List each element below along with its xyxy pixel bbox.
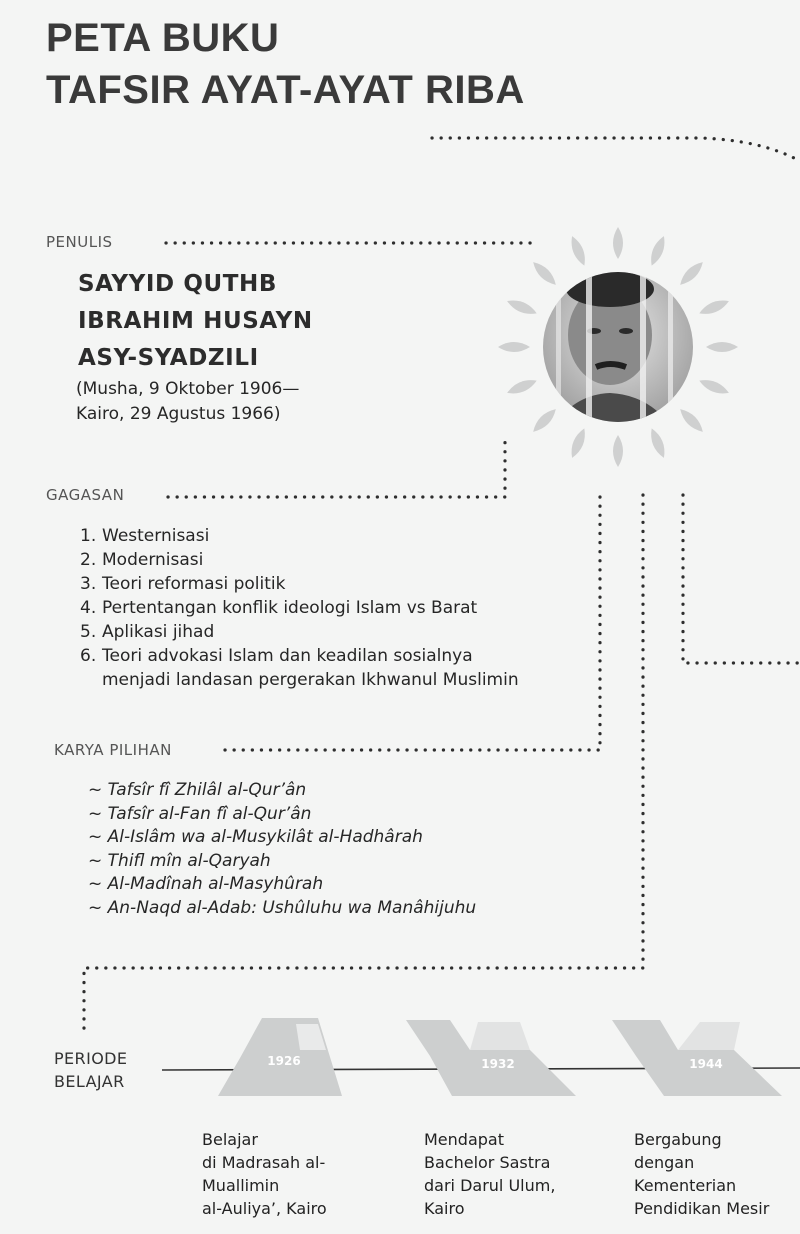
section-label-author: PENULIS bbox=[46, 233, 113, 251]
list-item bbox=[80, 644, 519, 668]
petal bbox=[530, 259, 560, 289]
list-item bbox=[80, 620, 519, 644]
period-label-line: BELAJAR bbox=[54, 1072, 125, 1091]
item-text: Westernisasi bbox=[102, 526, 210, 546]
description-line: al-Auliya’, Kairo bbox=[202, 1199, 327, 1218]
list-item: ~ Thifl mîn al-Qaryah bbox=[88, 850, 476, 874]
list-item: ~ Tafsîr al-Fan fî al-Qur’ân bbox=[88, 803, 476, 827]
title-dots bbox=[432, 138, 798, 160]
description-line: Belajar bbox=[202, 1130, 258, 1149]
petal bbox=[567, 234, 588, 267]
item-number: 5. bbox=[80, 622, 97, 642]
petal bbox=[647, 234, 668, 267]
item-text: Teori advokasi Islam dan keadilan sosialnya bbox=[102, 646, 473, 666]
description-line: Kairo bbox=[424, 1199, 465, 1218]
title-line-1: PETA BUKU bbox=[46, 16, 280, 60]
description-line: dari Darul Ulum, bbox=[424, 1176, 556, 1195]
petal bbox=[677, 406, 707, 436]
period-description-1932 bbox=[424, 1128, 555, 1220]
author-name-line: IBRAHIM HUSAYN bbox=[78, 308, 313, 334]
author-portrait bbox=[478, 205, 758, 490]
description-line: dengan bbox=[634, 1153, 695, 1172]
author-name-line: SAYYID QUTHB bbox=[78, 271, 278, 297]
list-item bbox=[80, 548, 519, 572]
year-label: 1926 bbox=[267, 1054, 301, 1068]
year-label: 1944 bbox=[689, 1057, 723, 1071]
petal bbox=[530, 406, 560, 436]
author-lifespan bbox=[76, 377, 299, 427]
item-number: 3. bbox=[80, 574, 97, 594]
item-number bbox=[80, 668, 102, 692]
item-text: Pertentangan konflik ideologi Islam vs Barat bbox=[102, 598, 478, 618]
list-item: ~ Al-Islâm wa al-Musykilât al-Hadhârah bbox=[88, 826, 476, 850]
petal bbox=[613, 435, 623, 467]
portrait-photo bbox=[538, 265, 698, 437]
period-description-1944 bbox=[634, 1128, 769, 1220]
item-number: 2. bbox=[80, 550, 97, 570]
petal bbox=[677, 259, 707, 289]
period-description-1926 bbox=[202, 1128, 327, 1220]
year-banner-1932 bbox=[406, 1020, 576, 1096]
list-item: ~ An-Naqd al-Adab: Ushûluhu wa Manâhijuhu bbox=[88, 897, 476, 921]
item-text: Teori reformasi politik bbox=[102, 574, 286, 594]
item-text: Modernisasi bbox=[102, 550, 204, 570]
petal bbox=[613, 227, 623, 259]
item-number: 4. bbox=[80, 598, 97, 618]
description-line: di Madrasah al- bbox=[202, 1153, 326, 1172]
year-banner-1944 bbox=[612, 1020, 782, 1096]
petal bbox=[505, 296, 538, 317]
item-text: Aplikasi jihad bbox=[102, 622, 215, 642]
petal bbox=[498, 342, 530, 352]
author-name bbox=[78, 266, 313, 377]
petal bbox=[706, 342, 738, 352]
section-label-works: KARYA PILIHAN bbox=[54, 741, 172, 759]
section-label-ideas: GAGASAN bbox=[46, 486, 125, 504]
description-line: Mendapat bbox=[424, 1130, 504, 1149]
timeline bbox=[0, 1010, 800, 1110]
author-birth: (Musha, 9 Oktober 1906— bbox=[76, 379, 300, 399]
petal bbox=[647, 426, 668, 459]
year-label: 1932 bbox=[481, 1057, 515, 1071]
item-number: 1. bbox=[80, 526, 97, 546]
item-text: menjadi landasan pergerakan Ikhwanul Muslimin bbox=[102, 670, 519, 690]
list-item: ~ Al-Madînah al-Masyhûrah bbox=[88, 873, 476, 897]
description-line: Muallimin bbox=[202, 1176, 280, 1195]
list-item: ~ Tafsîr fî Zhilâl al-Qur’ân bbox=[88, 779, 476, 803]
author-name-line: ASY-SYADZILI bbox=[78, 345, 259, 371]
petal bbox=[697, 296, 730, 317]
frame-far-right-dots bbox=[683, 495, 798, 663]
petal bbox=[505, 376, 538, 397]
list-item bbox=[80, 668, 519, 692]
petal bbox=[567, 426, 588, 459]
author-death: Kairo, 29 Agustus 1966) bbox=[76, 404, 281, 424]
year-banner-1926 bbox=[218, 1018, 342, 1096]
works-list bbox=[88, 779, 476, 920]
title-line-2: TAFSIR AYAT-AYAT RIBA bbox=[46, 68, 525, 112]
description-line: Bergabung bbox=[634, 1130, 722, 1149]
description-line: Kementerian bbox=[634, 1176, 737, 1195]
ideas-dots bbox=[168, 440, 505, 497]
petal bbox=[697, 376, 730, 397]
description-line: Bachelor Sastra bbox=[424, 1153, 551, 1172]
list-item bbox=[80, 524, 519, 548]
list-item bbox=[80, 596, 519, 620]
item-number: 6. bbox=[80, 646, 97, 666]
list-item bbox=[80, 572, 519, 596]
ideas-list bbox=[80, 524, 519, 692]
description-line: Pendidikan Mesir bbox=[634, 1199, 770, 1218]
period-label-line: PERIODE bbox=[54, 1049, 128, 1068]
